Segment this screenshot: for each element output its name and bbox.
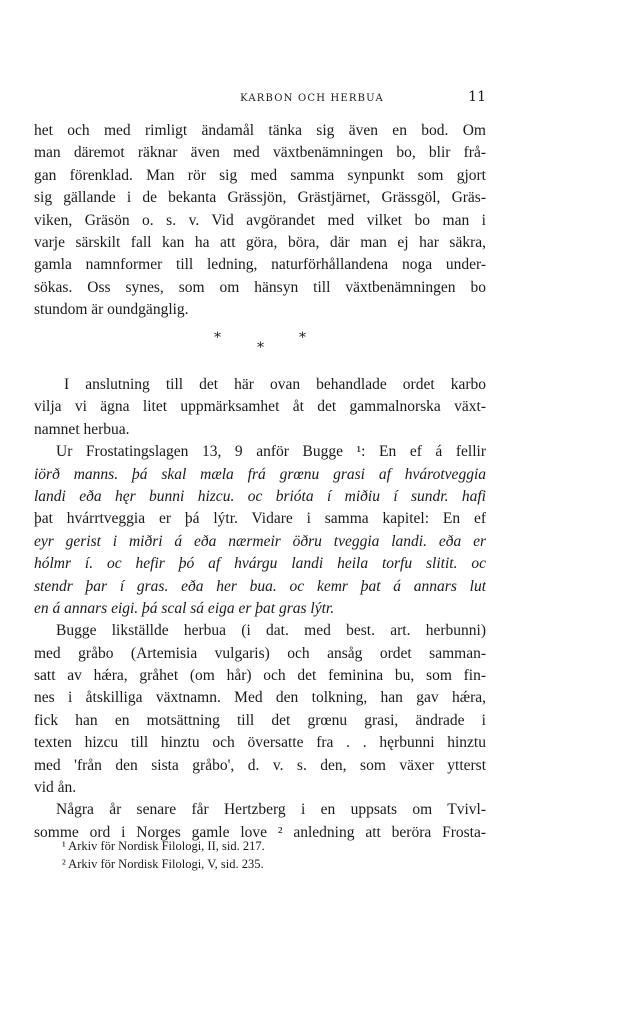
paragraph-1 [34, 120, 486, 322]
text-line: man däremot räknar även med växtbenämningen bo, blir frå- [34, 144, 486, 162]
text-line: vilja vi ägna litet uppmärksamhet åt det gammalnorska växt- [34, 398, 486, 416]
text-line: somme ord i Norges gamle love ² anledning att beröra Frosta- [34, 823, 486, 841]
text-line: gamla namnformer till ledning, naturförhållandena noga under- [34, 256, 486, 274]
text-line: namnet herbua. [34, 420, 130, 438]
text-line: med gråbo (Artemisia vulgaris) och ansåg ordet samman- [34, 644, 486, 662]
text-line: sökas. Oss synes, som om hänsyn till växtbenämningen bo [34, 278, 486, 296]
text-line: viken, Gräsön o. s. v. Vid avgörandet med vilket bo man i [34, 211, 486, 229]
text-line: landi eða hęr bunni hizcu. oc brióta í miðiu í sundr. hafi [34, 487, 486, 505]
paragraph-2 [34, 374, 486, 844]
text-line: het och med rimligt ändamål tänka sig även en bod. Om [34, 122, 486, 139]
running-title: KARBON OCH HERBUA [240, 93, 384, 104]
section-separator [0, 330, 624, 360]
text-line: med 'från den sista gråbo', d. v. s. den, som växer ytterst [34, 756, 486, 774]
text-line: fick han en motsättning till det grœnu grasi, ändrade i [34, 711, 486, 729]
text-line: Några år senare får Hertzberg i en uppsats om Tvivl- [56, 801, 486, 819]
footnote: ² Arkiv för Nordisk Filologi, V, sid. 235. [62, 857, 264, 871]
text-line: en á annars eigi. þá scal sá eiga er þat gras lýtr. [34, 599, 335, 617]
page-number: 11 [468, 89, 486, 105]
page-header [0, 89, 624, 109]
asterisk: * [214, 330, 221, 346]
footnote: ¹ Arkiv för Nordisk Filologi, II, sid. 217. [62, 839, 265, 853]
text-line: sig gällande i de bekanta Grässjön, Grästjärnet, Grässgöl, Gräs- [34, 189, 486, 207]
footnotes [34, 837, 486, 873]
text-line: vid ån. [34, 779, 77, 797]
text-line: þat hvárrtveggia er þá lýtr. Vidare i samma kapitel: En ef [34, 510, 486, 528]
asterisk: * [257, 340, 264, 356]
text-line: I anslutning till det här ovan behandlade ordet karbo [64, 376, 486, 393]
text-line: stundom är oundgänglig. [34, 301, 189, 319]
asterisk: * [299, 330, 306, 346]
text-line: hólmr í. oc hefir þó af hvárgu landi heila torfu slitit. oc [34, 555, 486, 573]
text-line: eyr gerist i miðri á eða nærmeir öðru tveggia landi. eða er [34, 532, 486, 550]
text-line: stendr þar í gras. eða her bua. oc kemr þat á annars lut [34, 577, 486, 595]
text-line: satt av hǽra, gråhet (om hår) och det feminina bu, som fin- [34, 667, 486, 685]
text-line: Ur Frostatingslagen 13, 9 anför Bugge ¹: En ef á fellir [56, 443, 486, 461]
text-line: iörð manns. þá skal mæla frá grœnu grasi af hvárotveggia [34, 465, 486, 483]
text-line: Bugge likställde herbua (i dat. med best. art. herbunni) [56, 622, 486, 640]
text-line: varje särskilt fall kan ha att göra, böra, där man ej har säkra, [34, 233, 486, 251]
text-line: texten hizcu till hinztu och översatte fra . . hęrbunni hinztu [34, 734, 486, 752]
text-line: nes i åtskilliga växtnamn. Med den tolkning, han gav hǽra, [34, 689, 486, 707]
text-line: gan förenklad. Man rör sig med samma synpunkt som gjort [34, 166, 486, 184]
